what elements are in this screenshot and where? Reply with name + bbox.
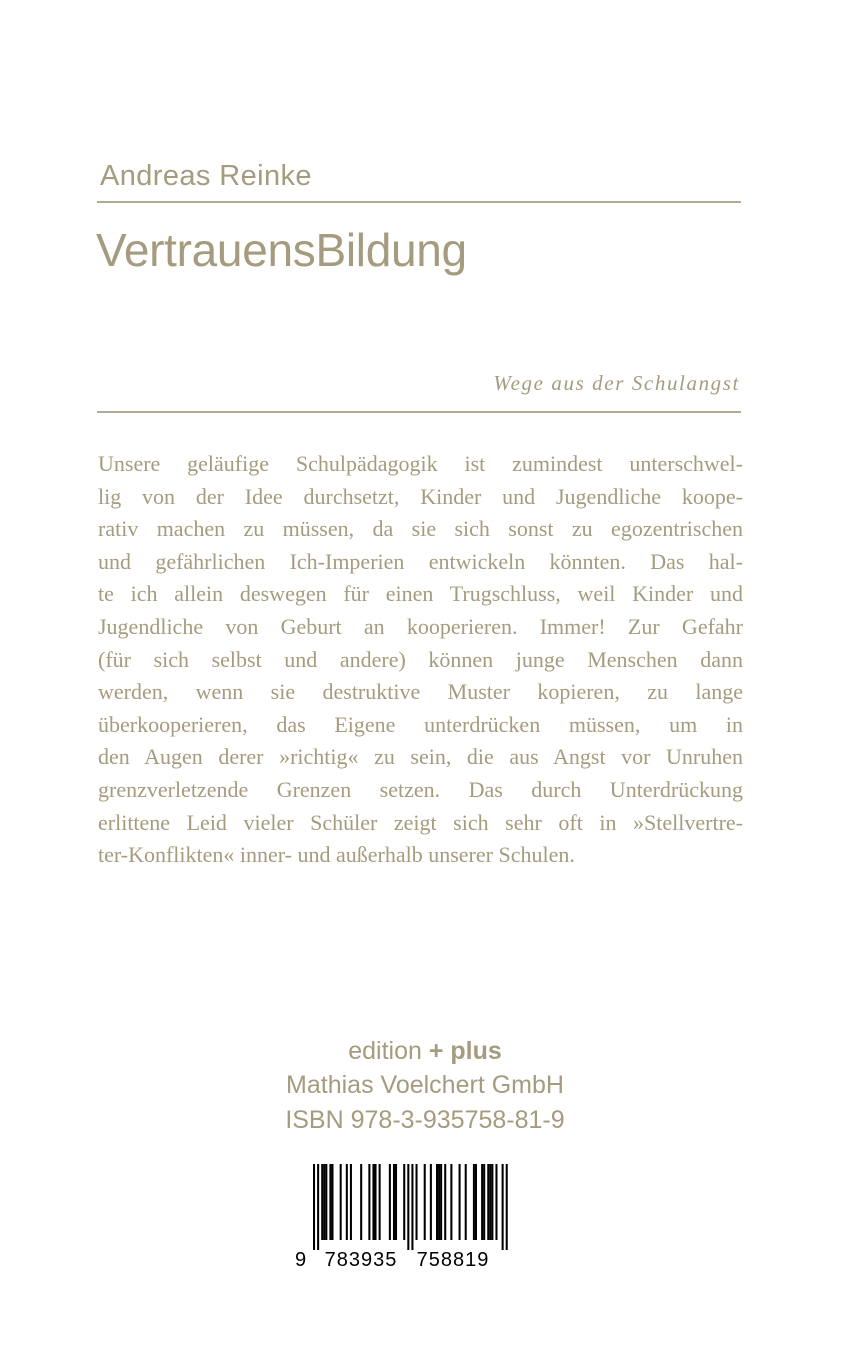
barcode-bar [489, 1164, 491, 1240]
barcode-bar [403, 1164, 405, 1240]
blurb-line: überkooperieren, das Eigene unterdrücken müssen, um in [98, 711, 743, 737]
blurb-line: (für sich selbst und andere) können junge Menschen dann [98, 646, 743, 672]
barcode-bar [317, 1164, 319, 1250]
imprint-line [0, 1034, 850, 1068]
barcode-bar [325, 1164, 327, 1240]
blurb-line: ter-Konflikten« inner- und außerhalb unserer Schulen. [98, 842, 575, 868]
imprint-plus: + plus [428, 1037, 502, 1065]
barcode-bar [430, 1164, 432, 1240]
barcode-bar [350, 1164, 352, 1240]
barcode-bar [368, 1164, 370, 1240]
barcode-bar [411, 1164, 413, 1250]
barcode-bar [506, 1164, 508, 1250]
blurb-line: den Augen derer »richtig« zu sein, die aus Angst vor Unruhen [98, 744, 743, 770]
barcode-digit-first: 9 [295, 1249, 307, 1270]
blurb-line: te ich allein deswegen für einen Trugschluss, weil Kinder und [98, 581, 743, 607]
blurb-line: und gefährlichen Ich-Imperien entwickeln könnten. Das hal- [98, 548, 743, 574]
barcode-bar [321, 1164, 323, 1240]
barcode-bar [389, 1164, 391, 1240]
barcode-bar [416, 1164, 418, 1240]
barcode-bars [313, 1164, 508, 1250]
barcode-graphic [289, 1160, 519, 1270]
barcode-bar [440, 1164, 442, 1240]
blurb-text [98, 448, 743, 872]
barcode-bar [424, 1164, 426, 1240]
author-name: Andreas Reinke [100, 160, 312, 192]
barcode-bar [395, 1164, 397, 1240]
blurb-line: lig von der Idee durchsetzt, Kinder und Jugendliche koope- [98, 483, 743, 509]
top-rule [97, 201, 741, 203]
barcode-bar [346, 1164, 348, 1240]
isbn-text: ISBN 978-3-935758-81-9 [285, 1106, 565, 1134]
blurb-line: rativ machen zu müssen, da sie sich sonst zu egozentrischen [98, 516, 743, 542]
blurb-line: werden, wenn sie destruktive Muster kopieren, zu lange [98, 679, 743, 705]
blurb-line: grenzverletzende Grenzen setzen. Das durch Unterdrückung [98, 776, 743, 802]
barcode-bar [323, 1164, 325, 1240]
barcode-bar [331, 1164, 333, 1240]
barcode-bar [491, 1164, 493, 1240]
blurb-line: erlittene Leid vieler Schüler zeigt sich sehr oft in »Stellvertre- [98, 809, 743, 835]
barcode-digits-right: 758819 [416, 1249, 490, 1270]
book-title: VertrauensBildung [96, 224, 467, 276]
barcode-bar [360, 1164, 362, 1240]
barcode-bar [459, 1164, 461, 1240]
barcode-bar [436, 1164, 438, 1240]
barcode-bar [379, 1164, 381, 1240]
barcode-bar [450, 1164, 452, 1240]
barcode-bar [438, 1164, 440, 1240]
imprint-prefix: edition [348, 1037, 422, 1065]
barcode-bar [372, 1164, 374, 1240]
barcode-bar [495, 1164, 497, 1240]
barcode-bar [465, 1164, 467, 1240]
barcode-bar [473, 1164, 475, 1240]
barcode-bar [444, 1164, 446, 1240]
barcode-bar [475, 1164, 477, 1240]
publisher-company: Mathias Voelchert GmbH [286, 1071, 564, 1099]
barcode-bar [393, 1164, 395, 1240]
barcode-bar [481, 1164, 483, 1240]
barcode-bar [340, 1164, 342, 1240]
barcode-bar [483, 1164, 485, 1240]
blurb-line: Unsere geläufige Schulpädagogik ist zumindest unterschwel- [98, 451, 743, 476]
barcode-bar [329, 1164, 331, 1240]
barcode-bar [407, 1164, 409, 1250]
blurb-line: Jugendliche von Geburt an kooperieren. Immer! Zur Gefahr [98, 613, 743, 639]
book-subtitle: Wege aus der Schulangst [493, 371, 740, 395]
barcode-bar [313, 1164, 315, 1250]
barcode [289, 1160, 519, 1270]
barcode-bar [487, 1164, 489, 1240]
subtitle-rule [97, 411, 741, 413]
barcode-bar [375, 1164, 377, 1240]
barcode-digits-left: 783935 [324, 1249, 398, 1270]
barcode-bar [502, 1164, 504, 1250]
